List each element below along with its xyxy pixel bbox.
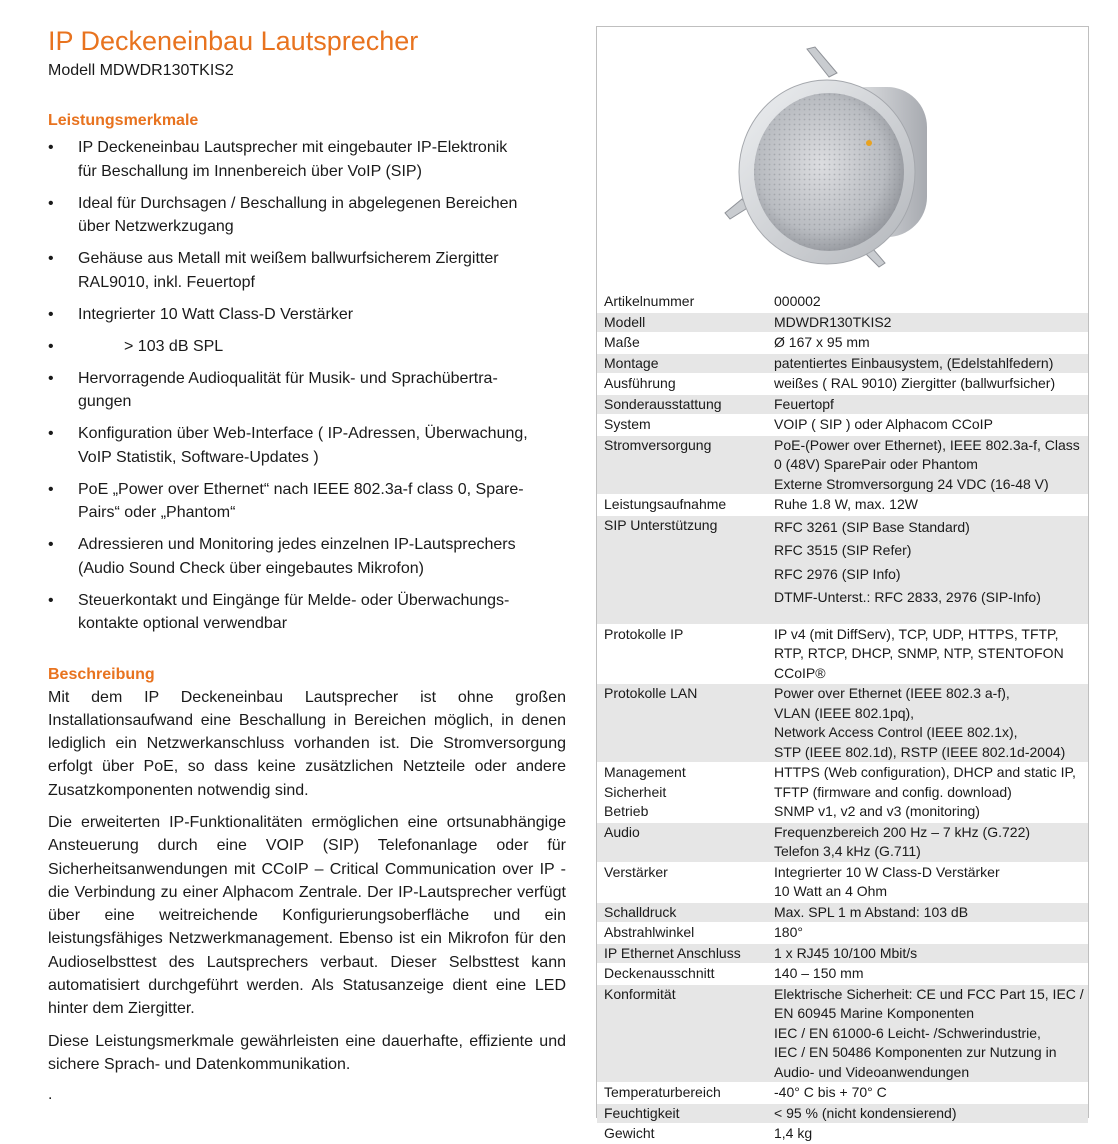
spec-value: Integrierter 10 W Class-D Verstärker 10 Watt an 4 Ohm [767, 862, 1088, 902]
spec-label: Ausführung [597, 374, 767, 395]
spec-row [597, 763, 1088, 823]
spec-label: SIP Unterstützung [597, 515, 767, 624]
spec-row [597, 862, 1088, 902]
spec-value: -40° C bis + 70° C [767, 1083, 1088, 1104]
spec-row [597, 684, 1088, 763]
bullet-icon: • [48, 194, 54, 212]
feature-item [48, 422, 566, 469]
spec-value: PoE-(Power over Ethernet), IEEE 802.3a-f, Class 0 (48V) SparePair oder Phantom Externe Stromversorgung 24 VDC (16-48 V) [767, 435, 1088, 495]
description-paragraph: Diese Leistungsmerkmale gewährleisten eine dauerhafte, effiziente und sichere Sprach- und Datenkommunikation. [48, 1032, 566, 1073]
spec-value: IP v4 (mit DiffServ), TCP, UDP, HTTPS, TFTP, RTP, RTCP, DHCP, SNMP, NTP, STENTOFON CCoIP® [767, 624, 1088, 684]
spec-label: Audio [597, 822, 767, 862]
spec-row [597, 415, 1088, 436]
feature-text: Gehäuse aus Metall mit weißem ballwurfsicherem Ziergitter RAL9010, inkl. Feuertopf [78, 250, 499, 291]
spec-value: Ø 167 x 95 mm [767, 333, 1088, 354]
description-body [48, 686, 566, 1077]
spec-row [597, 923, 1088, 944]
feature-item [48, 335, 566, 359]
spec-label: Artikelnummer [597, 292, 767, 313]
spec-value: MDWDR130TKIS2 [767, 312, 1088, 333]
feature-text: Ideal für Durchsagen / Beschallung in abgelegenen Bereichen über Netzwerkzugang [78, 194, 518, 235]
spec-label: Deckenausschnitt [597, 964, 767, 985]
description-paragraph: Die erweiterten IP-Funktionalitäten ermöglichen eine ortsunabhängige Ansteuerung durch eine VOIP (SIP) Telefonanlage oder für Sicherheitsanwendungen mit CCoIP – Critical Communication over IP - die Verbindung zu einer Alphacom Zentrale. Der IP-Lautsprecher verfügt über eine weitreichende Konfigurierungsoberfläche und ein leistungsfähiges Netzwerkmanagement. Ebenso ist ein Mikrofon für den Audioselbsttest des Lautsprechers verbaut. Dieser Selbsttest kann automatisiert durchgeführt werden. Als Statusanzeige dient eine LED hinter dem Ziergitter. [48, 813, 566, 1018]
spec-label: Leistungsaufnahme [597, 495, 767, 516]
spec-row [597, 435, 1088, 495]
spec-value: RFC 3261 (SIP Base Standard) RFC 3515 (SIP Refer) RFC 2976 (SIP Info) DTMF-Unterst.: RFC 2833, 2976 (SIP-Info) [767, 515, 1088, 624]
spec-value: patentiertes Einbausystem, (Edelstahlfedern) [767, 353, 1088, 374]
spec-panel [596, 26, 1089, 1141]
ceiling-speaker-image [597, 27, 1088, 291]
spec-value: Feuertopf [767, 394, 1088, 415]
spec-label: Protokolle IP [597, 624, 767, 684]
spec-value: VOIP ( SIP ) oder Alphacom CCoIP [767, 415, 1088, 436]
spec-value: 180° [767, 923, 1088, 944]
spec-value: Max. SPL 1 m Abstand: 103 dB [767, 902, 1088, 923]
spec-label: Maße [597, 333, 767, 354]
feature-item [48, 367, 566, 414]
spec-label: Temperaturbereich [597, 1083, 767, 1104]
bullet-icon: • [48, 591, 54, 609]
product-photo [597, 27, 1088, 291]
description-heading: Beschreibung [48, 665, 155, 683]
spec-label: Konformität [597, 984, 767, 1083]
spec-label: Modell [597, 312, 767, 333]
feature-text: Hervorragende Audioqualität für Musik- und Sprachübertra- gungen [78, 369, 498, 410]
spec-row [597, 292, 1088, 313]
spec-row [597, 394, 1088, 415]
feature-item [48, 589, 566, 636]
spec-row [597, 943, 1088, 964]
bullet-icon: • [48, 139, 54, 156]
spec-value: HTTPS (Web configuration), DHCP and static IP, TFTP (firmware and config. download) SNMP v1, v2 and v3 (monitoring) [767, 763, 1088, 823]
feature-item [48, 136, 566, 183]
bullet-icon: • [48, 536, 54, 553]
spec-row [597, 515, 1088, 624]
spec-row [597, 353, 1088, 374]
spec-label: IP Ethernet Anschluss [597, 943, 767, 964]
spec-value: Ruhe 1.8 W, max. 12W [767, 495, 1088, 516]
spec-value: 140 – 150 mm [767, 964, 1088, 985]
bullet-icon: • [48, 250, 54, 267]
spec-label: Verstärker [597, 862, 767, 902]
spec-label: Feuchtigkeit [597, 1103, 767, 1124]
spec-label: Stromversorgung [597, 435, 767, 495]
spec-row [597, 902, 1088, 923]
bullet-icon: • [48, 305, 54, 323]
trailing-mark: . [48, 1086, 53, 1104]
spec-label: Abstrahlwinkel [597, 923, 767, 944]
spec-value: Power over Ethernet (IEEE 802.3 a-f), VLAN (IEEE 802.1pq), Network Access Control (IEEE 802.1x), STP (IEEE 802.1d), RSTP (IEEE 802.1d-2004) [767, 684, 1088, 763]
features-heading: Leistungsmerkmale [48, 112, 199, 129]
feature-text: Steuerkontakt und Eingänge für Melde- oder Überwachungs- kontakte optional verwendbar [78, 591, 510, 632]
model-subtitle: Modell MDWDR130TKIS2 [48, 62, 234, 79]
spec-label: System [597, 415, 767, 436]
spec-value: weißes ( RAL 9010) Ziergitter (ballwurfsicher) [767, 374, 1088, 395]
spec-row [597, 312, 1088, 333]
feature-item [48, 303, 566, 327]
feature-text: IP Deckeneinbau Lautsprecher mit eingebauter IP-Elektronik für Beschallung im Innenbereich über VoIP (SIP) [78, 139, 508, 180]
spec-value: Frequenzbereich 200 Hz – 7 kHz (G.722) Telefon 3,4 kHz (G.711) [767, 822, 1088, 862]
features-list [48, 136, 566, 636]
bullet-icon: • [48, 337, 54, 355]
spec-row [597, 495, 1088, 516]
spec-row [597, 333, 1088, 354]
spec-row [597, 1124, 1088, 1144]
spec-row [597, 1103, 1088, 1124]
feature-text: Integrierter 10 Watt Class-D Verstärker [78, 305, 354, 323]
feature-text: Konfiguration über Web-Interface ( IP-Adressen, Überwachung, VoIP Statistik, Software-Updates ) [78, 425, 528, 466]
spec-row [597, 624, 1088, 684]
feature-item [48, 247, 566, 294]
spec-row [597, 1083, 1088, 1104]
feature-item [48, 478, 566, 525]
spec-table [597, 291, 1088, 1144]
spec-row [597, 964, 1088, 985]
spec-value: < 95 % (nicht kondensierend) [767, 1103, 1088, 1124]
feature-item [48, 192, 566, 239]
description-paragraph: Mit dem IP Deckeneinbau Lautsprecher ist ohne großen Installationsaufwand eine Beschallung in Bereichen möglich, in denen lediglich ein Netzwerkanschluss vorhanden ist. Die Stromversorgung erfolgt über PoE, so dass keine zusätzlichen Netzteile oder andere Zusatzkomponenten notwendig sind. [48, 688, 566, 799]
spec-row [597, 374, 1088, 395]
feature-text: PoE „Power over Ethernet“ nach IEEE 802.3a-f class 0, Spare- Pairs“ oder „Phantom“ [78, 480, 524, 521]
bullet-icon: • [48, 425, 54, 442]
spec-row [597, 822, 1088, 862]
feature-text: Adressieren und Monitoring jedes einzelnen IP-Lautsprechers (Audio Sound Check über eingebautes Mikrofon) [78, 536, 516, 577]
spec-value: 1 x RJ45 10/100 Mbit/s [767, 943, 1088, 964]
feature-text: > 103 dB SPL [124, 337, 224, 355]
feature-item [48, 533, 566, 580]
bullet-icon: • [48, 369, 54, 387]
spec-label: Montage [597, 353, 767, 374]
spec-value: Elektrische Sicherheit: CE und FCC Part 15, IEC / EN 60945 Marine Komponenten IEC / EN 61000-6 Leicht- /Schwerindustrie, IEC / EN 50486 Komponenten zur Nutzung in Audio- und Videoanwendungen [767, 984, 1088, 1083]
spec-value: 000002 [767, 292, 1088, 313]
page-title: IP Deckeneinbau Lautsprecher [48, 26, 419, 56]
spec-row [597, 984, 1088, 1083]
bullet-icon: • [48, 480, 54, 498]
spec-label: Sonderausstattung [597, 394, 767, 415]
spec-value: 1,4 kg [767, 1124, 1088, 1144]
spec-label: Management Sicherheit Betrieb [597, 763, 767, 823]
spec-label: Gewicht [597, 1124, 767, 1144]
left-column [48, 24, 566, 1105]
spec-label: Schalldruck [597, 902, 767, 923]
spec-label: Protokolle LAN [597, 684, 767, 763]
